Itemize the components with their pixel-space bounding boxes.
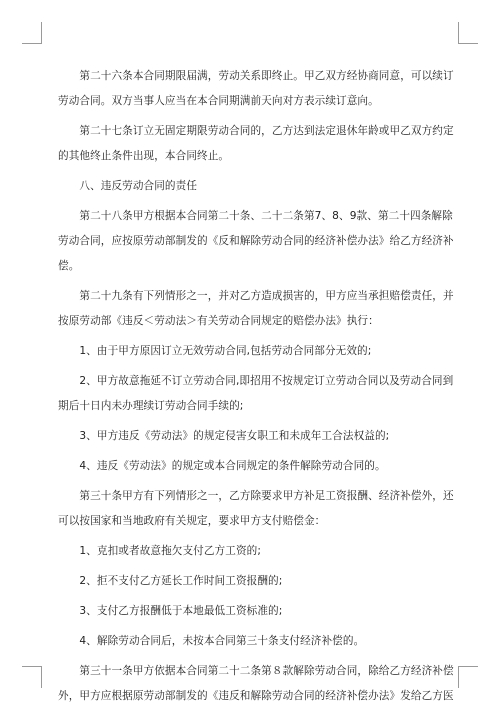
list-item: 2、拒不支付乙方延长工作时间工资报酬的; [58,575,283,587]
crop-mark-bottom-left-v [41,666,42,688]
doc-line: 外，甲方应根据原劳动部制发的《违反和解除劳动合同的经济补偿办法》发给乙方医 [58,690,454,702]
crop-mark-top-right-v [458,22,459,44]
doc-line: 按原劳动部《违反＜劳动法＞有关劳动合同规定的赔偿办法》执行： [58,315,379,327]
doc-line: 第二十九条有下列情形之一，并对乙方造成损害的，甲方应当承担赔偿责任，并 [58,290,454,302]
list-item: 3、支付乙方报酬低于本地最低工资标准的; [58,605,283,617]
crop-mark-bottom-left-h [22,666,42,667]
doc-line: 第二十七条订立无固定期限劳动合同的，乙方达到法定退休年龄或甲乙双方约定 [58,125,454,137]
doc-line: 可以按国家和当地政府有关规定，要求甲方支付赔偿金： [58,515,326,527]
list-item: 4、解除劳动合同后，未按本合同第三十条支付经济补偿的。 [58,635,365,647]
doc-line: 劳动合同，应按原劳动部制发的《反和解除劳动合同的经济补偿办法》给乙方经济补 [58,235,454,247]
list-item: 2、甲方故意拖延不订立劳动合同,即招用不按规定订立劳动合同以及劳动合同到 [58,375,454,387]
doc-line: 第三十条甲方有下列情形之一，乙方除要求甲方补足工资报酬、经济补偿外，还 [58,490,454,502]
document-body [58,64,454,709]
list-item: 3、甲方违反《劳动法》的规定侵害女职工和未成年工合法权益的; [58,430,390,442]
doc-line: 第三十一条甲方依据本合同第二十二条第８款解除劳动合同，除给乙方经济补偿 [58,665,454,677]
crop-mark-top-left-v [41,22,42,44]
list-item: 期后十日内未办理续订劳动合同手续的; [58,400,244,412]
crop-mark-top-right-h [458,43,478,44]
crop-mark-bottom-right-h [458,666,478,667]
list-item: 4、违反《劳动法》的规定或本合同规定的条件解除劳动合同的。 [58,460,386,472]
list-item: 1、由于甲方原因订立无效劳动合同,包括劳动合同部分无效的; [58,345,372,357]
doc-line: 第二十八条甲方根据本合同第二十条、二十二条第7、8、9款、第二十四条解除 [58,210,453,222]
doc-line: 第二十六条本合同期限届满，劳动关系即终止。甲乙双方经协商同意，可以续订 [58,70,454,82]
doc-line: 劳动合同。双方当事人应当在本合同期满前天向对方表示续订意向。 [58,95,379,107]
doc-line: 的其他终止条件出现，本合同终止。 [58,150,230,162]
section-heading: 八、违反劳动合同的责任 [58,180,198,192]
doc-line: 偿。 [58,260,80,272]
crop-mark-top-left-h [22,43,42,44]
list-item: 1、克扣或者故意拖欠支付乙方工资的; [58,545,261,557]
crop-mark-bottom-right-v [458,666,459,688]
